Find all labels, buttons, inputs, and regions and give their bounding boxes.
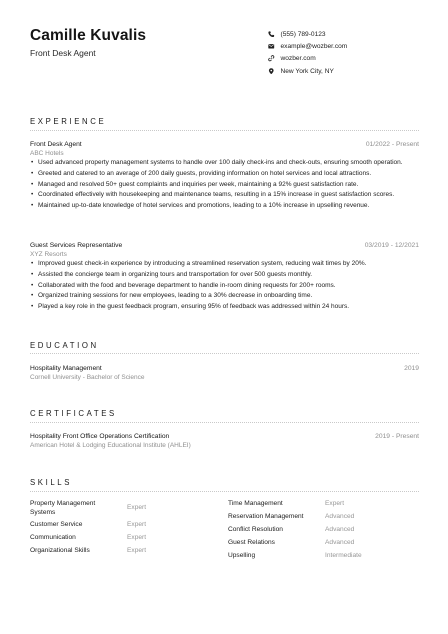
skill-item (30, 500, 220, 517)
phone-icon (268, 31, 281, 38)
bullet-item: • Greeted and catered to an average of 200 daily guests, providing information on hotel services and local attractions. (30, 170, 419, 179)
job-dates: 01/2022 - Present (365, 141, 419, 148)
skill-item (30, 547, 220, 556)
skill-level: Intermediate (325, 551, 362, 559)
candidate-name: Camille Kuvalis (30, 27, 147, 44)
skill-level: Advanced (325, 512, 355, 520)
skill-item (228, 500, 418, 509)
skill-item (228, 513, 418, 522)
certificates-heading: CERTIFICATES (30, 409, 117, 418)
experience-entry (30, 241, 419, 314)
job-company: XYZ Resorts (30, 251, 67, 258)
candidate-title: Front Desk Agent (30, 48, 96, 58)
experience-entry (30, 140, 419, 213)
skill-item (228, 552, 418, 561)
skills-column-right (228, 500, 418, 564)
contact-phone (268, 28, 438, 40)
skill-name: Time Management (228, 500, 283, 507)
education-year: 2019 (404, 365, 419, 372)
contact-location (268, 65, 438, 77)
contact-website[interactable] (268, 53, 438, 65)
skill-name: Organizational Skills (30, 547, 90, 555)
skill-level: Advanced (325, 538, 355, 546)
experience-divider (30, 130, 419, 131)
contact-location-text: New York City, NY (280, 67, 334, 75)
experience-heading: EXPERIENCE (30, 117, 107, 126)
skills-divider (30, 491, 419, 492)
skill-item (228, 539, 418, 548)
certificate-dates: 2019 - Present (375, 433, 419, 440)
skill-item (30, 521, 220, 530)
bullet-item: • Used advanced property management systems to handle over 100 daily check-ins and check-outs, ensuring smooth operation. (30, 159, 419, 168)
bullet-item: • Assisted the concierge team in organizing tours and transportation for over 500 guests monthly. (30, 271, 419, 280)
job-dates: 03/2019 - 12/2021 (364, 242, 419, 249)
contact-website-text[interactable]: wozber.com (280, 55, 316, 63)
job-role: Front Desk Agent (30, 141, 82, 148)
email-icon (268, 43, 281, 50)
bullet-item: • Played a key role in the guest feedback program, ensuring 95% of feedback was addressed within 24 hours. (30, 303, 419, 312)
location-pin-icon (268, 68, 281, 75)
skills-heading: SKILLS (30, 478, 73, 487)
certificates-divider (30, 422, 419, 423)
education-field: Hospitality Management (30, 365, 102, 372)
bullet-item: • Managed and resolved 50+ guest complaints and inquiries per week, maintaining a 92% guest satisfaction rate. (30, 181, 419, 190)
skills-column-left (30, 500, 220, 560)
job-bullets (30, 260, 419, 312)
job-role: Guest Services Representative (30, 242, 123, 249)
bullet-item: • Organized training sessions for new employees, leading to a 30% decrease in onboarding time. (30, 292, 419, 301)
education-entry (30, 364, 419, 382)
education-school: Cornell University - Bachelor of Science (30, 374, 145, 381)
bullet-item: • Improved guest check-in experience by introducing a streamlined reservation system, reducing wait times by 20%. (30, 260, 419, 269)
skill-name: Property Management Systems (30, 500, 96, 516)
certificate-name: Hospitality Front Office Operations Certification (30, 433, 170, 440)
skill-level: Expert (127, 547, 147, 555)
skill-level: Expert (325, 500, 345, 507)
skill-level: Expert (127, 504, 147, 511)
certificate-entry (30, 432, 419, 450)
skill-level: Expert (127, 534, 147, 542)
skill-level: Advanced (325, 525, 355, 533)
skill-item (30, 534, 220, 543)
skill-name: Reservation Management (228, 512, 304, 520)
job-company: ABC Hotels (30, 150, 64, 157)
education-heading: EDUCATION (30, 341, 99, 350)
education-divider (30, 353, 419, 354)
certificate-issuer: American Hotel & Lodging Educational Institute (AHLEI) (30, 442, 191, 449)
skill-name: Conflict Resolution (228, 525, 283, 533)
skill-item (228, 526, 418, 535)
contact-email[interactable] (268, 40, 438, 52)
skill-name: Communication (30, 534, 76, 542)
skill-level: Expert (127, 521, 147, 529)
bullet-item: • Collaborated with the food and beverage department to handle in-room dining requests for 200+ rooms. (30, 282, 419, 291)
contact-email-text[interactable]: example@wozber.com (280, 42, 348, 50)
skill-name: Upselling (228, 551, 256, 559)
skill-name: Guest Relations (228, 538, 275, 546)
contact-list (268, 28, 438, 77)
contact-phone-text: (555) 789-0123 (280, 30, 326, 38)
bullet-item: • Coordinated effectively with housekeeping and maintenance teams, resulting in a 15% increase in guest satisfaction scores. (30, 191, 419, 200)
bullet-item: • Maintained up-to-date knowledge of hotel services and promotions, leading to a 10% increase in upselling revenue. (30, 202, 419, 211)
job-bullets (30, 159, 419, 211)
link-icon (268, 55, 281, 62)
skill-name: Customer Service (30, 521, 83, 529)
